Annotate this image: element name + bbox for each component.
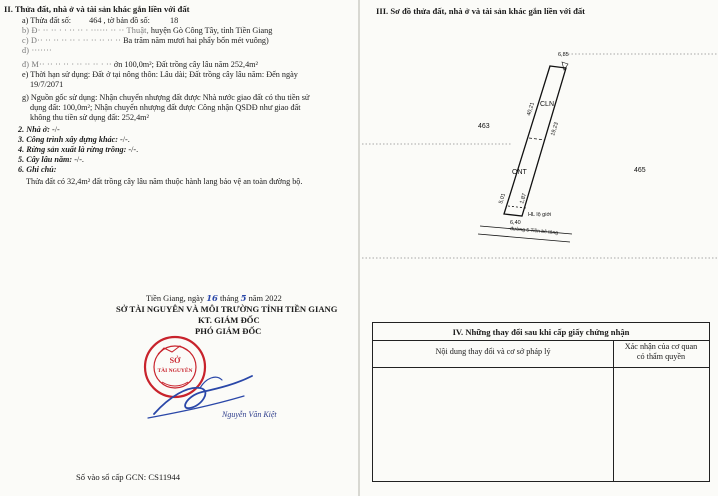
- perennial-line: [18, 155, 84, 165]
- address-text: huyện Gò Công Tây, tỉnh Tiền Giang: [150, 26, 273, 35]
- origin-line-2: dụng đất: 100,0m²; Nhận chuyển nhượng đất được Công nhận QSDĐ như giao đất: [30, 103, 301, 112]
- parcel-line: [22, 16, 178, 26]
- construction-value: -/-.: [120, 135, 130, 144]
- corridor-label: HL lộ giới: [528, 212, 552, 218]
- gcn-label: Số vào sổ cấp GCN:: [76, 472, 147, 482]
- land-ont: ONT: [512, 169, 527, 176]
- deputy-line: KT. GIÁM ĐỐC: [198, 315, 260, 325]
- dim-bottom: 6,40: [510, 220, 521, 226]
- parcel-label: a) Thửa đất số:: [22, 16, 72, 25]
- gcn-number: CS11944: [148, 472, 181, 482]
- sheet-number: 18: [170, 16, 179, 25]
- page-fold: [358, 0, 360, 496]
- year-label: năm 2022: [248, 294, 282, 303]
- col-change-content: Nội dung thay đổi và cơ sở pháp lý: [435, 347, 551, 356]
- gcn-register: [76, 472, 180, 482]
- area-text: Ba trăm năm mươi hai phẩy bốn mét vuông): [123, 36, 269, 45]
- redacted-address: b) Đ· ·· ·· · · ·· ·· · ······ ·· ·· Thuật,: [22, 26, 149, 35]
- table-divider-top: [373, 340, 709, 341]
- dim-front-left: 5,01: [498, 192, 508, 205]
- changes-title: IV. Những thay đổi sau khi cấp giấy chứng nhận: [452, 327, 630, 337]
- parcel-map: [362, 20, 718, 316]
- purpose-line: [22, 60, 258, 70]
- forest-label: 4. Rừng sản xuất là rừng trồng:: [18, 145, 127, 154]
- seal-center-text: SỞ: [169, 356, 181, 365]
- redacted-area: c) D·· ·· ·· ·· ·· · ·· ·· ·· ·· ··: [22, 36, 122, 45]
- parcel-number: 464: [89, 16, 102, 25]
- forest-value: -/-.: [128, 145, 139, 154]
- perennial-value: -/-.: [74, 155, 84, 164]
- purpose-text: ởn 100,0m²; Đất trồng cây lâu năm 252,4m²: [113, 60, 258, 69]
- notes-label: [18, 165, 56, 175]
- col-confirm-line1: Xác nhận của cơ quan: [624, 342, 698, 351]
- house-value: -/-: [51, 125, 60, 134]
- signing-date: [146, 293, 282, 303]
- sheet-label: , tờ bản đồ số:: [103, 16, 150, 25]
- term-line-2: 19/7/2071: [30, 80, 64, 89]
- section-iii-title: III. Sơ đồ thửa đất, nhà ở và tài sản khác gắn liền với đất: [376, 6, 586, 16]
- construction-label: 3. Công trình xây dựng khác:: [18, 135, 118, 144]
- month-label: tháng: [219, 294, 239, 303]
- dim-front-right: 1,87: [519, 192, 529, 205]
- redacted-form-line: d) ·······: [22, 46, 52, 55]
- signing-month: 5: [240, 293, 247, 303]
- dim-left: 40,21: [526, 101, 536, 117]
- origin-line-3: không thu tiền sử dụng đất: 252,4m²: [30, 113, 150, 122]
- forest-line: [18, 145, 138, 155]
- house-line: [18, 125, 60, 135]
- signer-name: Nguyễn Văn Kiệt: [222, 410, 277, 419]
- table-divider-header: [373, 367, 709, 368]
- note-text: Thửa đất có 32,4m² đất trồng cây lâu năm thuộc hành lang bảo vệ an toàn đường bộ.: [26, 177, 303, 186]
- seal-ring-text: TÀI NGUYÊN: [157, 368, 193, 374]
- construction-line: [18, 135, 130, 145]
- notes-heading: 6. Ghi chú:: [18, 165, 57, 174]
- land-cln: CLN: [540, 101, 555, 108]
- agency-name: SỞ TÀI NGUYÊN VÀ MÔI TRƯỜNG TỈNH TIỀN GIANG: [116, 304, 338, 314]
- deputy-title: PHÓ GIÁM ĐỐC: [195, 326, 262, 336]
- area-line: [22, 36, 269, 46]
- col-confirm-line2: có thẩm quyền: [636, 352, 686, 361]
- section-ii-title: II. Thửa đất, nhà ở và tài sản khác gắn liền với đất: [4, 4, 190, 14]
- address-line: [22, 26, 272, 36]
- neighbor-465: 465: [634, 167, 646, 174]
- house-label: 2. Nhà ở:: [18, 125, 50, 134]
- signing-place: Tiền Giang, ngày: [146, 294, 205, 303]
- road-label: đường 5 Tiền bê tông: [509, 226, 559, 237]
- term-line: e) Thời hạn sử dụng: Đất ở tại nông thôn: Lâu dài; Đất trồng cây lâu năm: Đến ngày: [22, 70, 298, 79]
- dim-right: 19,23: [550, 121, 560, 137]
- changes-table: [372, 322, 710, 482]
- perennial-label: 5. Cây lâu năm:: [18, 155, 73, 164]
- neighbor-463: 463: [478, 123, 490, 130]
- redacted-purpose: đ) M·· ·· ·· ·· · ·· ·· ·· · ··: [22, 60, 112, 69]
- dim-top: 6,85: [558, 52, 569, 58]
- origin-line-1: g) Nguồn gốc sử dụng: Nhận chuyển nhượng đất được Nhà nước giao đất có thu tiền sử: [22, 93, 310, 102]
- signing-day: 16: [206, 293, 218, 303]
